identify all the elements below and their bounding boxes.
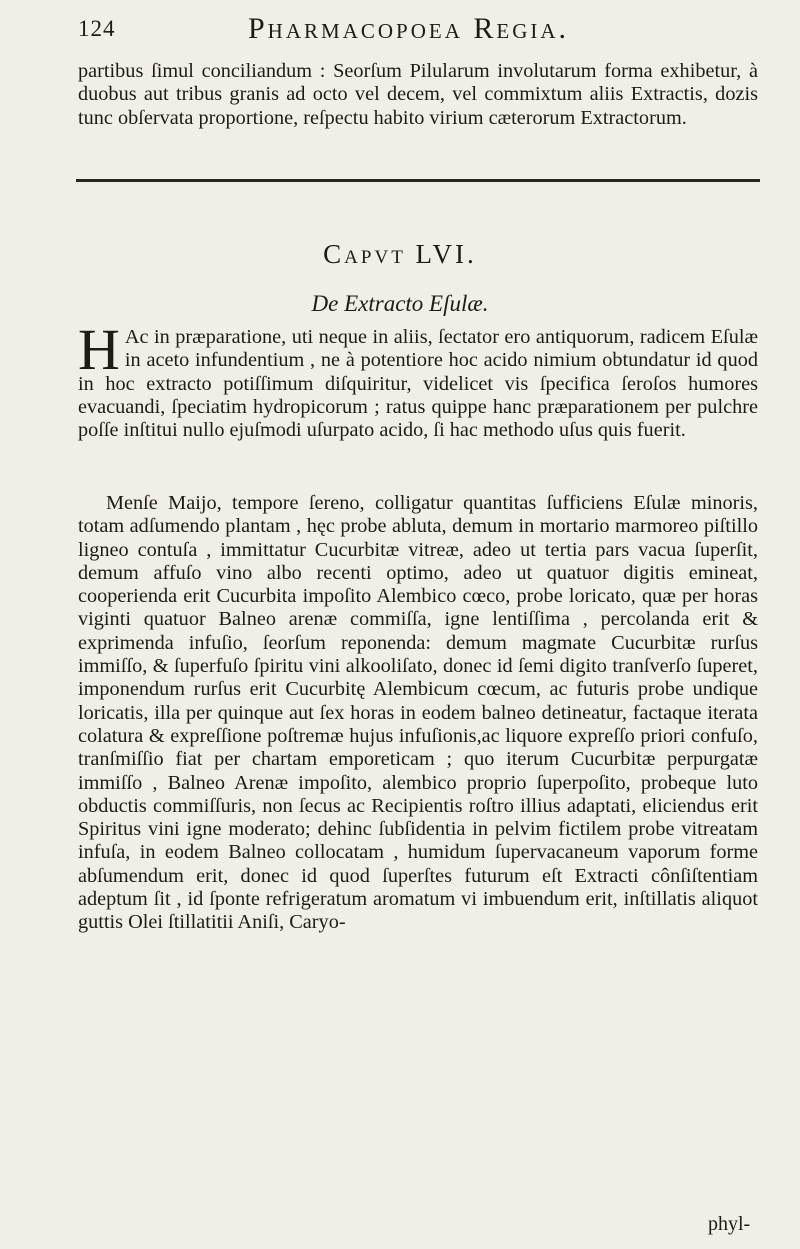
running-title: Pharmacopoea Regia. (248, 12, 570, 45)
page-number: 124 (78, 16, 116, 41)
catchword: phyl- (708, 1213, 751, 1235)
drop-cap: H (78, 317, 120, 382)
running-head (78, 12, 758, 52)
paragraph-1-text: Ac in præparatione, uti neque in aliis, ſectator ero antiquorum, radicem Eſulæ in aceto infundentium , ne à potentiore hoc acido nimium obtundatur id quod in hoc extracto potiſſimum diſquiritur, videlicet vis ſpecifica ſeroſos humores evacuandi, ſpeciatim hydropicorum ; ratus quippe hanc præparationem per pulchre poſſe inſtitui nullo ejuſmodi uſurpato acido, ſi hac methodo uſus quis fuerit. (78, 326, 758, 442)
intro-paragraph: partibus ſimul conciliandum : Seorſum Pilularum involutarum forma exhibetur, à duobus aut tribus granis ad octo vel decem, vel commixtum aliis Extractis, dozis tunc obſervata proportione, reſpectu habito virium cæterorum Extractorum. (78, 60, 758, 129)
paragraph-2: Menſe Maijo, tempore ſereno, colligatur quantitas ſufficiens Eſulæ minoris, totam adſumendo plantam , hęc probe abluta, demum in mortario marmoreo piſtillo ligneo contuſa , immittatur Cucurbitæ vitreæ, adeo ut tertia pars vacua ſuperſit, demum affuſo vino albo recenti optimo, adeo ut quatuor digitis emineat, cooperienda erit Cucurbita impoſito Alembico cœco, probe loricato, quæ per horas viginti quatuor Balneo arenæ commiſſa, igne lentiſſima , percolanda erit & exprimenda infuſio, ſeorſum reponenda: demum magmate Cucurbitæ rurſus immiſſo, & ſuperfuſo ſpiritu vini alkooliſato, donec id ſemi digito tranſverſo ſuperet, imponendum rurſus erit Cucurbitę Alembicum cœcum, ac futuris probe undique loricatis, illa per quinque aut ſex horas in eodem balneo detineatur, factaque iterata colatura & expreſſione poſtremæ hujus infuſionis,ac liquore expreſſo priori confuſo, tranſmiſſio fiat per chartam emporeticam ; quo iterum Cucurbitæ perpurgatæ immiſſo , Balneo Arenæ impoſito, alembico proprio ſuperpoſito, probeque luto obductis commiſſuris, non ſecus ac Recipientis roſtro illius adaptati, eliciendus erit Spiritus vini igne moderato; dehinc ſubſidentia in pelvim fictilem probe vitreatam infuſa, in eodem Balneo collocatam , humidum ſupervacaneum vaporum forme abſumendum erit, donec id quod ſuperſtes futurum eſt Extracti cônſiſtentiam adeptum ſit , id ſponte refrigeratum aromatum vi imbuendum erit, inſtillatis aliquot guttis Olei ſtillatitii Aniſi, Caryo- (78, 492, 758, 934)
chapter-heading: Capvt LVI. (323, 239, 477, 269)
section-divider (76, 179, 760, 182)
paragraph-1 (78, 317, 758, 442)
chapter-subtitle: De Extracto Eſulæ. (311, 291, 489, 316)
